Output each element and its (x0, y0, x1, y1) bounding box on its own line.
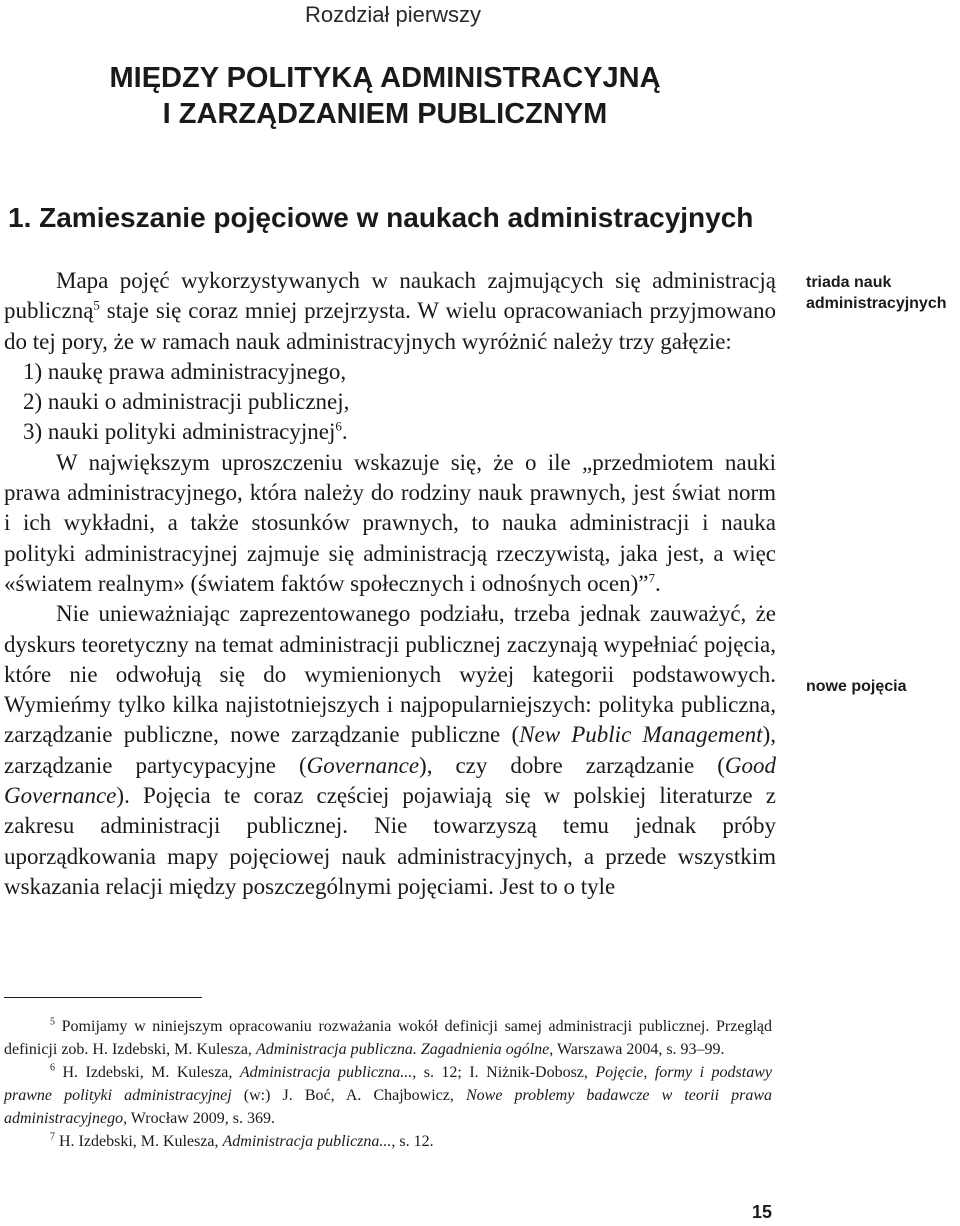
footnote-5: $^5$ Pomijamy w niniejszym opracowaniu rozważania wokół definicji samej administracji publicznej. Przegląd definicji zob. H. Izdebski, M. Kulesza, Administracja publiczna. Zagadnienia ogólne, Warszawa 2004, s. 93–99. (4, 1016, 772, 1058)
list-item-1: 1) naukę prawa administracyjnego, (23, 358, 347, 384)
term-governance: Governance (306, 752, 420, 778)
margin-note-triada: triada nauk administracyjnych (806, 274, 947, 312)
paragraph-1: Mapa pojęć wykorzystywanych w naukach zajmujących się administracją publiczną$^5$ staje się coraz mniej przejrzysta. W wielu opracowaniach przyjmowano do tej pory, że w ramach nauk administracyjnych wyróżnić należy trzy gałęzie: (4, 268, 776, 354)
footnote-7: $^7$ H. Izdebski, M. Kulesza, Administracja publiczna..., s. 12. (50, 1131, 434, 1150)
chapter-title-line-1: MIĘDZY POLITYKĄ ADMINISTRACYJNĄ (109, 62, 661, 94)
term-good-governance: Good Governance (4, 752, 776, 809)
footnotes (4, 1015, 772, 1153)
margin-note-nowe-pojecia: nowe pojęcia (806, 678, 907, 695)
footnote-ref-7[interactable]: 7 (648, 570, 655, 586)
footnote-6: $^6$ H. Izdebski, M. Kulesza, Administracja publiczna..., s. 12; I. Niżnik-Dobosz, Pojęcie, formy i podstawy prawne polityki administracyjnej (w:) J. Boć, A. Chajbowicz, Nowe problemy badawcze w teorii prawa administracyjnego, Wrocław 2009, s. 369. (4, 1062, 773, 1127)
chapter-label: Rozdział pierwszy (305, 2, 482, 27)
paragraph-3: Nie unieważniając zaprezentowanego podziału, trzeba jednak zauważyć, że dyskurs teoretyczny na temat administracji publicznej zaczynają wypełniać pojęcia, które nie odwołują się do wymienionych wyżej kategorii podstawowych. Wymieńmy tylko kilka najistotniejszych i najpopularniejszych: polityka publiczna, zarządzanie publiczne, nowe zarządzanie publiczne (New Public Management), zarządzanie partycypacyjne (Governance), czy dobre zarządzanie (Good Governance). Pojęcia te coraz częściej pojawiają się w polskiej literaturze z zakresu administracji publicznej. Nie towarzyszą temu jednak próby uporządkowania mapy pojęciowej nauk administracyjnych, a przede wszystkim wskazania relacji między poszczególnymi pojęciami. Jest to o tyle (4, 601, 776, 899)
paragraph-2: W największym uproszczeniu wskazuje się, że o ile „przedmiotem nauki prawa administracyjnego, która należy do rodziny nauk prawnych, jest świat norm i ich wykładni, a także stosunków prawnych, to nauka administracji i nauka polityki administracyjnej zajmuje się administracją rzeczywistą, jaka jest, a więc «światem realnym» (światem faktów społecznych i odnośnych ocen)”$^7$. (4, 449, 776, 596)
footnote-ref-6[interactable]: 6 (335, 418, 342, 434)
footnote-ref-5[interactable]: 5 (93, 297, 100, 313)
body-text (4, 266, 776, 902)
list-item-3: 3) nauki polityki administracyjnej$^6$. (23, 418, 348, 445)
list-item-2: 2) nauki o administracji publicznej, (23, 389, 350, 415)
page-number: 15 (752, 1202, 773, 1222)
section-heading: 1. Zamieszanie pojęciowe w naukach administracyjnych (8, 202, 754, 233)
footnote-divider (4, 997, 202, 998)
term-new-public-management: New Public Management (519, 722, 763, 748)
chapter-title (0, 60, 770, 132)
chapter-title-line-2: I ZARZĄDZANIEM PUBLICZNYM (162, 98, 608, 130)
